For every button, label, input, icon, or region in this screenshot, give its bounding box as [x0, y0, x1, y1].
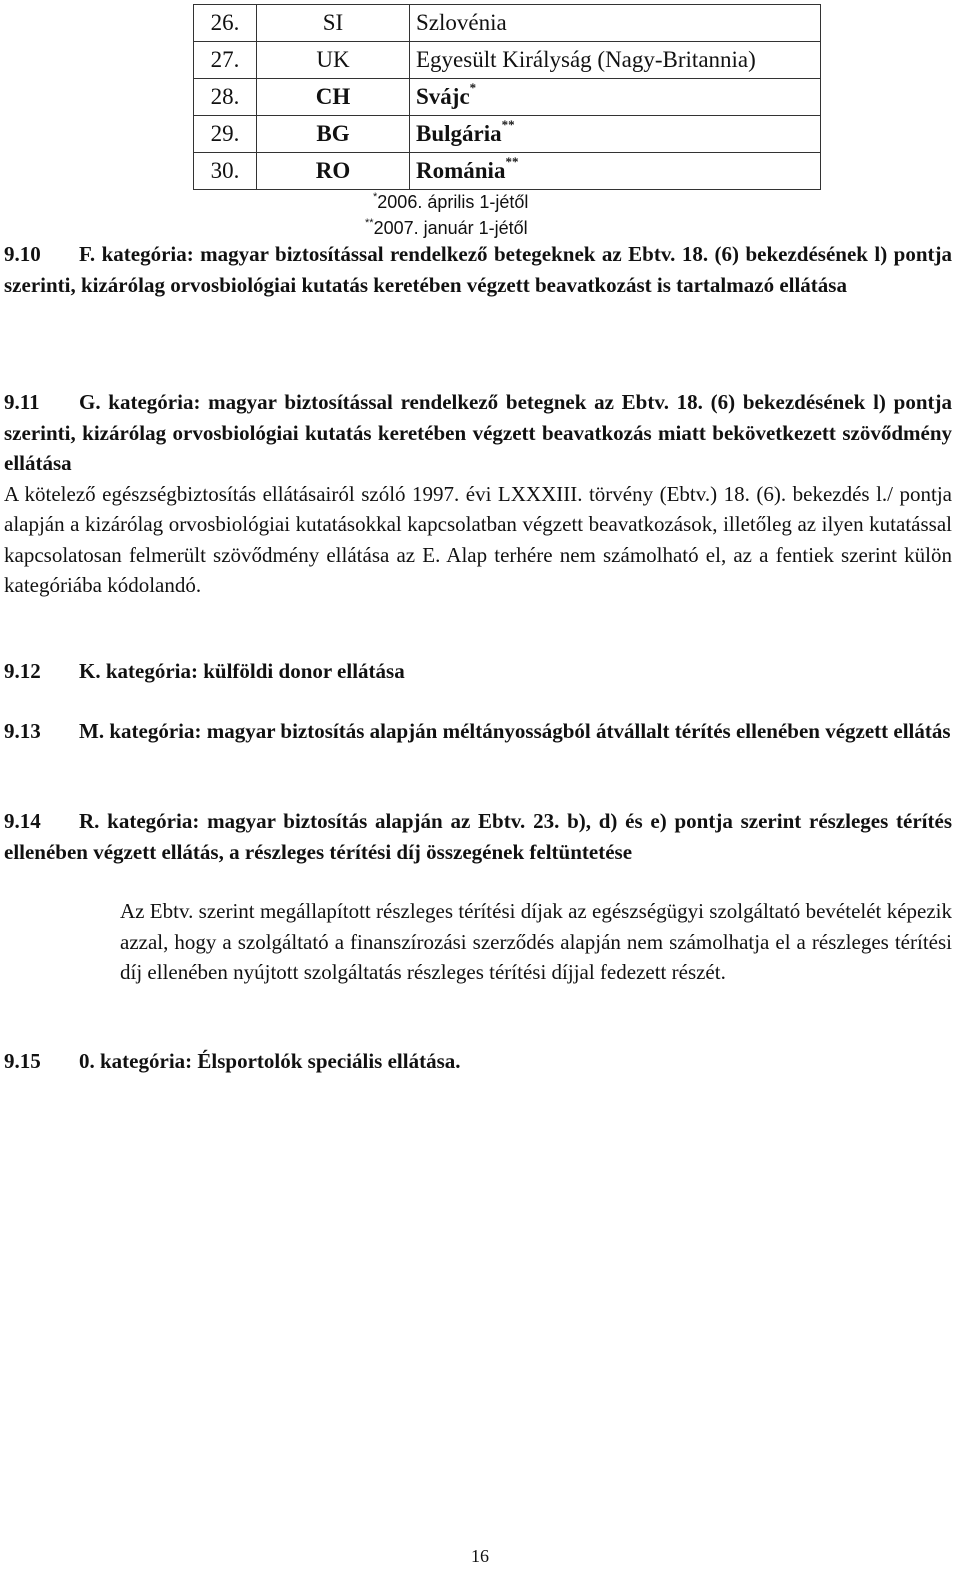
section-number: 9.12 [4, 659, 41, 683]
footnote-text: 2006. április 1-jétől [377, 192, 529, 212]
section-9-13 [4, 716, 952, 747]
section-number: 9.14 [4, 809, 41, 833]
table-row [194, 42, 821, 79]
section-9-10 [4, 239, 952, 300]
section-number: 9.11 [4, 390, 40, 414]
country-name: Svájc* [410, 79, 821, 116]
country-name: Egyesült Királyság (Nagy-Britannia) [410, 42, 821, 79]
table-row [194, 116, 821, 153]
section-body: Az Ebtv. szerint megállapított részleges térítési díjak az egészségügyi szolgáltató bevételét képezik azzal, hogy a szolgáltató a finanszírozási szerződés alapján nem számolhatja el a részleges térítési díj ellenében nyújtott szolgáltatás részleges térítési díjjal fedezett részét. [120, 899, 952, 984]
country-name: Szlovénia [410, 5, 821, 42]
section-9-11 [4, 387, 952, 601]
footnote [365, 215, 528, 241]
footnote [373, 189, 536, 215]
section-heading [4, 656, 952, 687]
footnote-mark: ** [505, 154, 519, 169]
country-code: BG [257, 116, 410, 153]
table-row [194, 5, 821, 42]
row-number: 29. [194, 116, 257, 153]
section-title: F. kategória: magyar biztosítással rendelkező betegeknek az Ebtv. 18. (6) bekezdésének l) pontja szerinti, kizárólag orvosbiológiai kutatás keretében végzett beavatkozást is tartalmazó ellátása [4, 242, 952, 297]
section-heading [4, 716, 952, 747]
footnote-mark: * [373, 191, 378, 203]
country-name: Románia** [410, 153, 821, 190]
section-number: 9.15 [4, 1049, 41, 1073]
table-footnotes [365, 189, 528, 241]
section-title: R. kategória: magyar biztosítás alapján az Ebtv. 23. b), d) és e) pontja szerint részleges térítés ellenében végzett ellátás, a részleges térítési díj összegének feltüntetése [4, 809, 952, 864]
section-heading [4, 239, 952, 300]
section-9-12 [4, 656, 952, 687]
section-9-15 [4, 1046, 952, 1077]
footnote-text: 2007. január 1-jétől [373, 218, 528, 238]
section-heading [4, 387, 952, 479]
section-9-14-body [120, 896, 952, 988]
section-heading [4, 806, 952, 867]
section-title: G. kategória: magyar biztosítással rendelkező betegnek az Ebtv. 18. (6) bekezdésének l) pontja szerinti, kizárólag orvosbiológiai kutatás keretében végzett beavatkozás miatt bekövetkezett szövődmény ellátása [4, 390, 952, 475]
country-code: SI [257, 5, 410, 42]
section-number: 9.13 [4, 719, 41, 743]
row-number: 26. [194, 5, 257, 42]
row-number: 28. [194, 79, 257, 116]
section-body: A kötelező egészségbiztosítás ellátásairól szóló 1997. évi LXXXIII. törvény (Ebtv.) 18. (6). bekezdés l./ pontja alapján a kizárólag orvosbiológiai kutatásokkal kapcsolatban végzett beavatkozások, illetőleg az ilyen kutatással kapcsolatosan felmerült szövődmény ellátása az E. Alap terhére nem számolható el, az a fentiek szerint külön kategóriába kódolandó. [4, 481, 952, 597]
section-9-14 [4, 806, 952, 867]
table-row [194, 79, 821, 116]
section-title: M. kategória: magyar biztosítás alapján méltányosságból átvállalt térítés ellenében végzett ellátás [79, 719, 951, 743]
country-code: RO [257, 153, 410, 190]
footnote-mark: ** [501, 117, 515, 132]
row-number: 27. [194, 42, 257, 79]
footnote-mark: ** [365, 217, 374, 229]
row-number: 30. [194, 153, 257, 190]
country-name: Bulgária** [410, 116, 821, 153]
section-title: 0. kategória: Élsportolók speciális ellátása. [79, 1049, 461, 1073]
footnote-mark: * [469, 80, 477, 95]
section-title: K. kategória: külföldi donor ellátása [79, 659, 405, 683]
country-code: UK [257, 42, 410, 79]
section-number: 9.10 [4, 242, 41, 266]
page-number: 16 [471, 1546, 489, 1566]
section-heading [4, 1046, 952, 1077]
country-table [193, 4, 821, 190]
country-code: CH [257, 79, 410, 116]
table-row [194, 153, 821, 190]
